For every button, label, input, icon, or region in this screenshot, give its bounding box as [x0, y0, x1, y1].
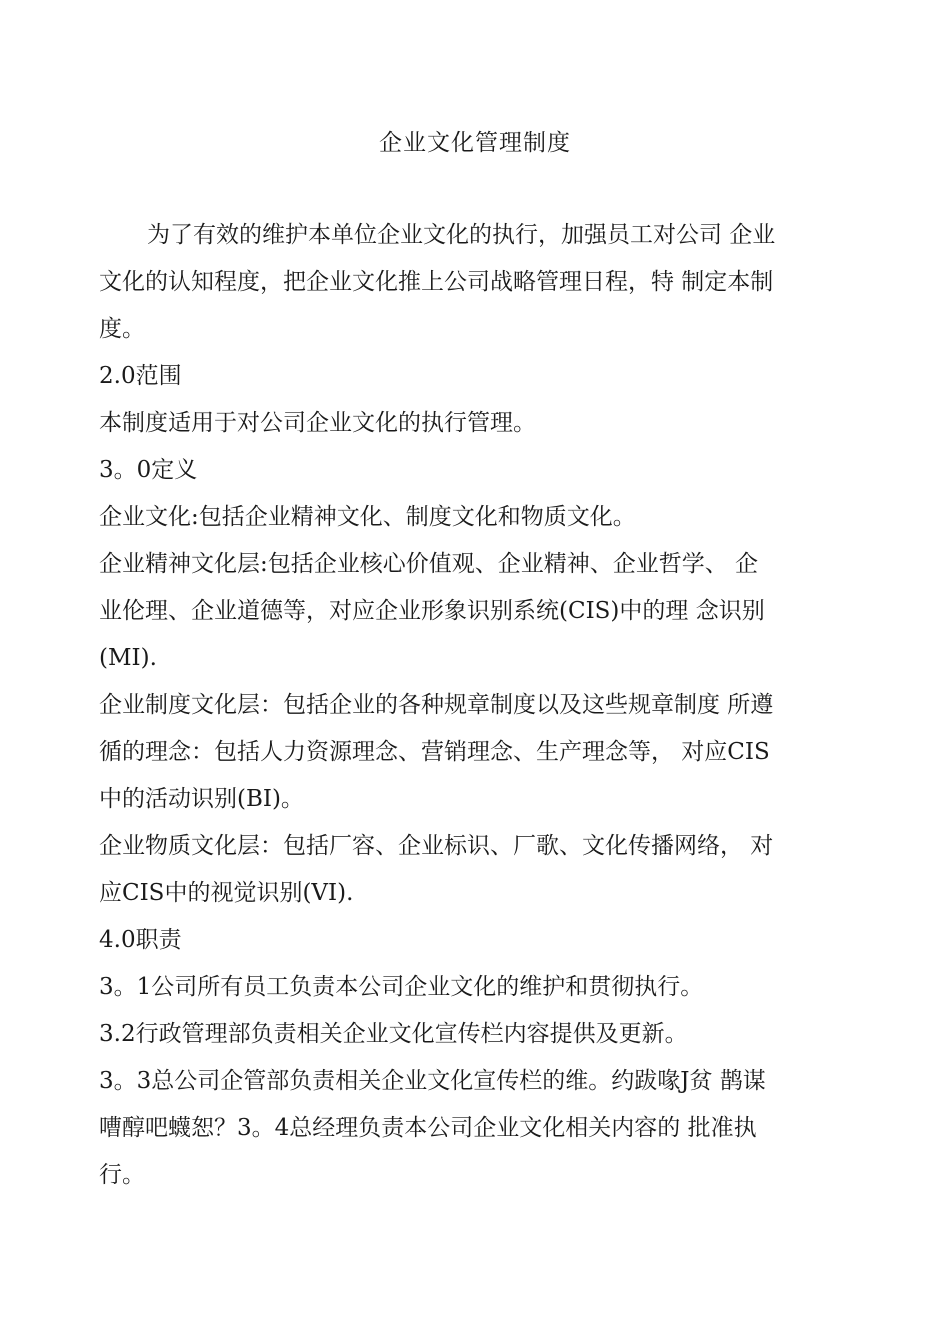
intro-line: 度。 [99, 316, 145, 342]
duty-item-multiline [99, 1058, 867, 1199]
definition-material-line: 应CIS中的视觉识别(VI). [99, 880, 354, 906]
definition-culture: 企业文化:包括企业精神文化、制度文化和物质文化。 [99, 504, 636, 530]
definition-system [99, 682, 867, 823]
duty-line: 3。3总公司企管部负责相关企业文化宣传栏的维。约跋喙J贫 鹊谋 [99, 1068, 766, 1094]
definition-material-line: 企业物质文化层：包括厂容、企业标识、厂歌、文化传播网络， 对 [99, 833, 774, 859]
definition-spirit-line: 业伦理、企业道德等，对应企业形象识别系统(CIS)中的理 念识别 [99, 598, 765, 624]
intro-line: 文化的认知程度，把企业文化推上公司战略管理日程，特 制定本制 [99, 269, 774, 295]
duty-line: 行。 [99, 1162, 145, 1188]
duty-item: 3.2行政管理部负责相关企业文化宣传栏内容提供及更新。 [99, 1021, 688, 1047]
definition-spirit-line: (MI). [99, 645, 157, 671]
intro-line: 为了有效的维护本单位企业文化的执行，加强员工对公司 企业 [147, 222, 776, 248]
definition-spirit [99, 541, 867, 682]
section-scope-heading: 2.0范围 [99, 363, 182, 389]
section-definition-heading: 3。0定义 [99, 457, 198, 483]
definition-system-line: 中的活动识别(BI)。 [99, 786, 304, 812]
intro-paragraph [99, 212, 867, 353]
definition-system-line: 循的理念：包括人力资源理念、营销理念、生产理念等， 对应CIS [99, 739, 770, 765]
definition-spirit-line: 企业精神文化层:包括企业核心价值观、企业精神、企业哲学、 企 [99, 551, 759, 577]
document-body [99, 212, 867, 1199]
section-scope-text: 本制度适用于对公司企业文化的执行管理。 [99, 410, 536, 436]
duty-line: 嘈醇吧蠛恕？3。4总经理负责本公司企业文化相关内容的 批准执 [99, 1115, 757, 1141]
definition-system-line: 企业制度文化层：包括企业的各种规章制度以及这些规章制度 所遵 [99, 692, 774, 718]
section-duty-heading: 4.0职责 [99, 927, 182, 953]
definition-material [99, 823, 867, 917]
document-title: 企业文化管理制度 [379, 130, 571, 156]
duty-item: 3。1公司所有员工负责本公司企业文化的维护和贯彻执行。 [99, 974, 704, 1000]
